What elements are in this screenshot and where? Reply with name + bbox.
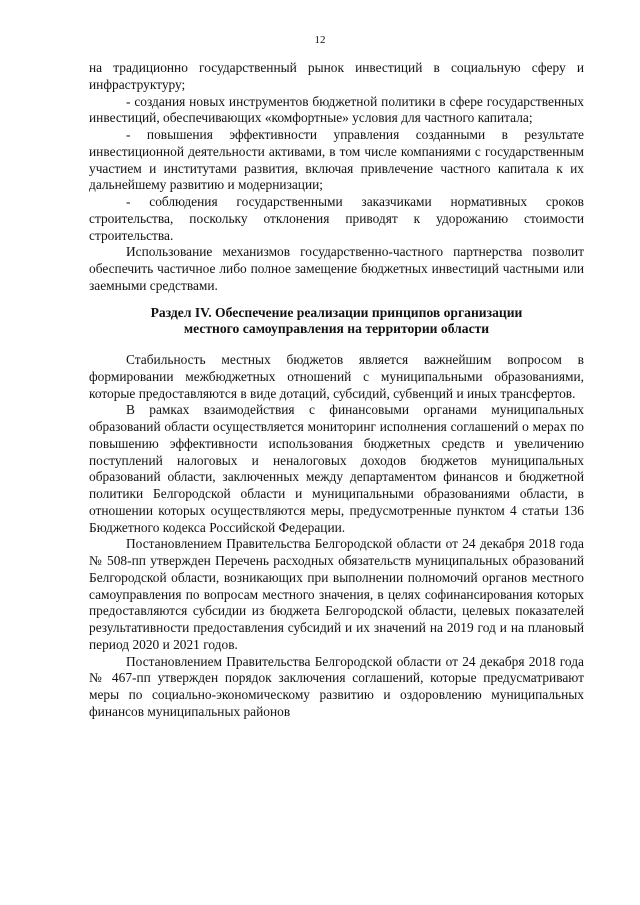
paragraph: Постановлением Правительства Белгородской области от 24 декабря 2018 года № 508-пп утвержден Перечень расходных обязательств муниципальных образований Белгородской области, возникающих при выполнении полномочий органов местного самоуправления по вопросам местного значения, в целях софинансирования которых предоставляются субсидии из бюджета Белгородской области, целевых показателей результативности предоставления субсидий и их значений на 2019 год и на плановый период 2020 и 2021 годов.	[89, 536, 584, 652]
paragraph: Постановлением Правительства Белгородской области от 24 декабря 2018 года № 467-пп утвержден порядок заключения соглашений, которые предусматривают меры по социально-экономическому развитию и оздоровлению муниципальных финансов муниципальных районов	[89, 653, 584, 719]
section-heading-line1: Раздел IV. Обеспечение реализации принципов организации	[150, 304, 523, 320]
paragraph: В рамках взаимодействия с финансовыми органами муниципальных образований области осуществляется мониторинг исполнения соглашений о мерах по повышению эффективности использования бюджетных средств и увеличению поступлений налоговых и неналоговых доходов бюджетов муниципальных образований области, заключенных между департаментом финансов и бюджетной политики Белгородской области и муниципальными образованиями области, в отношении которых осуществляются меры, предусмотренные пунктом 4 статьи 136 Бюджетного кодекса Российской Федерации.	[89, 402, 584, 535]
list-item: - повышения эффективности управления созданными в результате инвестиционной деятельности активами, в том числе компаниями с государственным участием и институтами развития, включая привлечение частного капитала к их дальнейшему развитию и модернизации;	[89, 127, 584, 193]
section-heading	[89, 305, 584, 339]
paragraph: Стабильность местных бюджетов является важнейшим вопросом в формировании межбюджетных отношений с муниципальными образованиями, которые предоставляются в виде дотаций, субсидий, субвенций и иных трансфертов.	[89, 352, 584, 401]
list-item: - соблюдения государственными заказчиками нормативных сроков строительства, поскольку отклонения приводят к удорожанию стоимости строительства.	[89, 194, 584, 243]
paragraph: Использование механизмов государственно-частного партнерства позволит обеспечить частичное либо полное замещение бюджетных инвестиций частными или заемными средствами.	[89, 244, 584, 293]
list-item: - создания новых инструментов бюджетной политики в сфере государственных инвестиций, обеспечивающих «комфортные» условия для частного капитала;	[89, 93, 584, 126]
page-number: 12	[314, 34, 326, 46]
paragraph: на традиционно государственный рынок инвестиций в социальную сферу и инфраструктуру;	[89, 60, 584, 92]
document-body	[89, 60, 584, 721]
section-heading-line2: местного самоуправления на территории области	[183, 321, 490, 337]
